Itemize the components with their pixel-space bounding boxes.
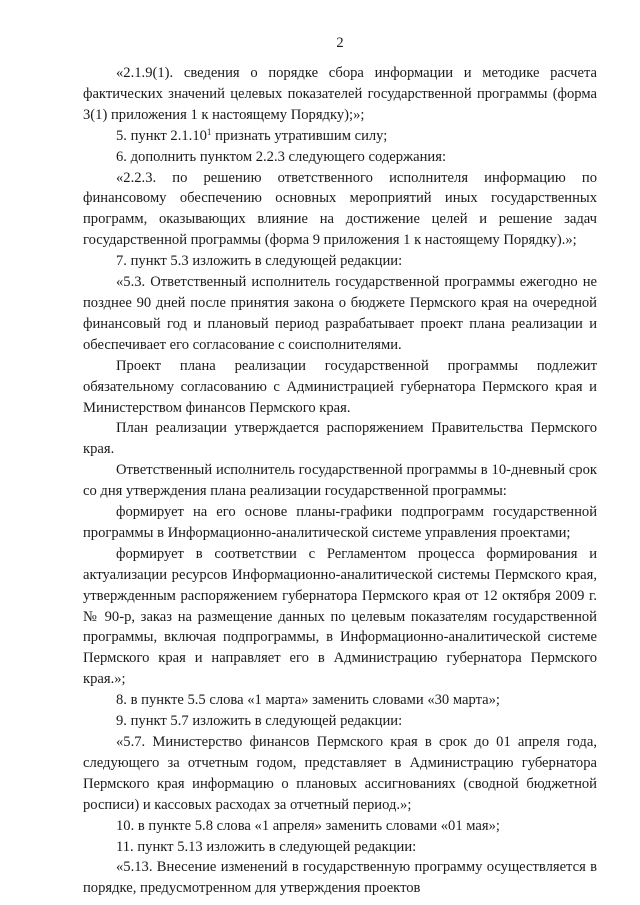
paragraph-5-7: «5.7. Министерство финансов Пермского края в срок до 01 апреля года, следующего за отчетным годом, представляет в Администрацию губернатора Пермского края информацию о плановых ассигнованиях (сводной бюджетной росписи) и кассовых расходах за отчетный период.»; bbox=[83, 734, 597, 813]
paragraph-item-10: 10. в пункте 5.8 слова «1 апреля» заменить словами «01 мая»; bbox=[116, 817, 500, 834]
paragraph-item-5 bbox=[83, 126, 597, 147]
paragraph-item-9: 9. пункт 5.7 изложить в следующей редакции: bbox=[116, 713, 403, 730]
item-5-text: 5. пункт 2.1.10 bbox=[116, 127, 207, 144]
paragraph-2-2-3: «2.2.3. по решению ответственного исполнителя информацию по финансовому обеспечению основных мероприятий иных государственных программ, оказывающих влияние на достижение целей и решение задач государственной программы (форма 9 приложения 1 к настоящему Порядку).»; bbox=[83, 169, 597, 249]
paragraph-executor-10-days: Ответственный исполнитель государственной программы в 10-дневный срок со дня утверждения плана реализации государственной программы: bbox=[83, 462, 597, 500]
paragraph-2-1-9-1: «2.1.9(1). сведения о порядке сбора информации и методике расчета фактических значений целевых показателей государственной программы (форма 3(1) приложения 1 к настоящему Порядку);»; bbox=[83, 65, 597, 123]
paragraph-item-6: 6. дополнить пунктом 2.2.3 следующего содержания: bbox=[116, 148, 447, 165]
page-number: 2 bbox=[336, 35, 344, 51]
paragraph-item-8: 8. в пункте 5.5 слова «1 марта» заменить словами «30 марта»; bbox=[116, 692, 500, 709]
document-body bbox=[83, 63, 597, 899]
paragraph-5-3: «5.3. Ответственный исполнитель государственной программы ежегодно не позднее 90 дней после принятия закона о бюджете Пермского края на очередной финансовый год и плановый период разрабатывает проект плана реализации и обеспечивает его согласование с соисполнителями. bbox=[83, 274, 597, 353]
paragraph-5-13: «5.13. Внесение изменений в государственную программу осуществляется в порядке, предусмотренном для утверждения проектов bbox=[83, 859, 597, 897]
paragraph-forms-order: формирует в соответствии с Регламентом процесса формирования и актуализации ресурсов Информационно-аналитической системы Пермского края, утвержденным распоряжением губернатора Пермского края от 12 октября 2009 г. № 90-р, заказ на размещение данных по целевым показателям государственной программы, включая подпрограммы, в Информационно-аналитической системе Пермского края и направляет его в Администрацию губернатора Пермского края.»; bbox=[83, 545, 597, 688]
paragraph-plan-order: План реализации утверждается распоряжением Правительства Пермского края. bbox=[83, 420, 597, 458]
paragraph-item-11: 11. пункт 5.13 изложить в следующей редакции: bbox=[116, 838, 417, 855]
paragraph-item-7: 7. пункт 5.3 изложить в следующей редакции: bbox=[116, 253, 403, 270]
item-5-superscript: 1 bbox=[206, 126, 212, 137]
paragraph-forms-schedules: формирует на его основе планы-графики подпрограмм государственной программы в Информационно-аналитической системе управления проектами; bbox=[83, 504, 597, 541]
paragraph-plan-approval: Проект плана реализации государственной программы подлежит обязательному согласованию с Администрацией губернатора Пермского края и Министерством финансов Пермского края. bbox=[83, 357, 597, 416]
document-page bbox=[83, 0, 597, 905]
item-5-tail: признать утратившим силу; bbox=[211, 127, 388, 144]
